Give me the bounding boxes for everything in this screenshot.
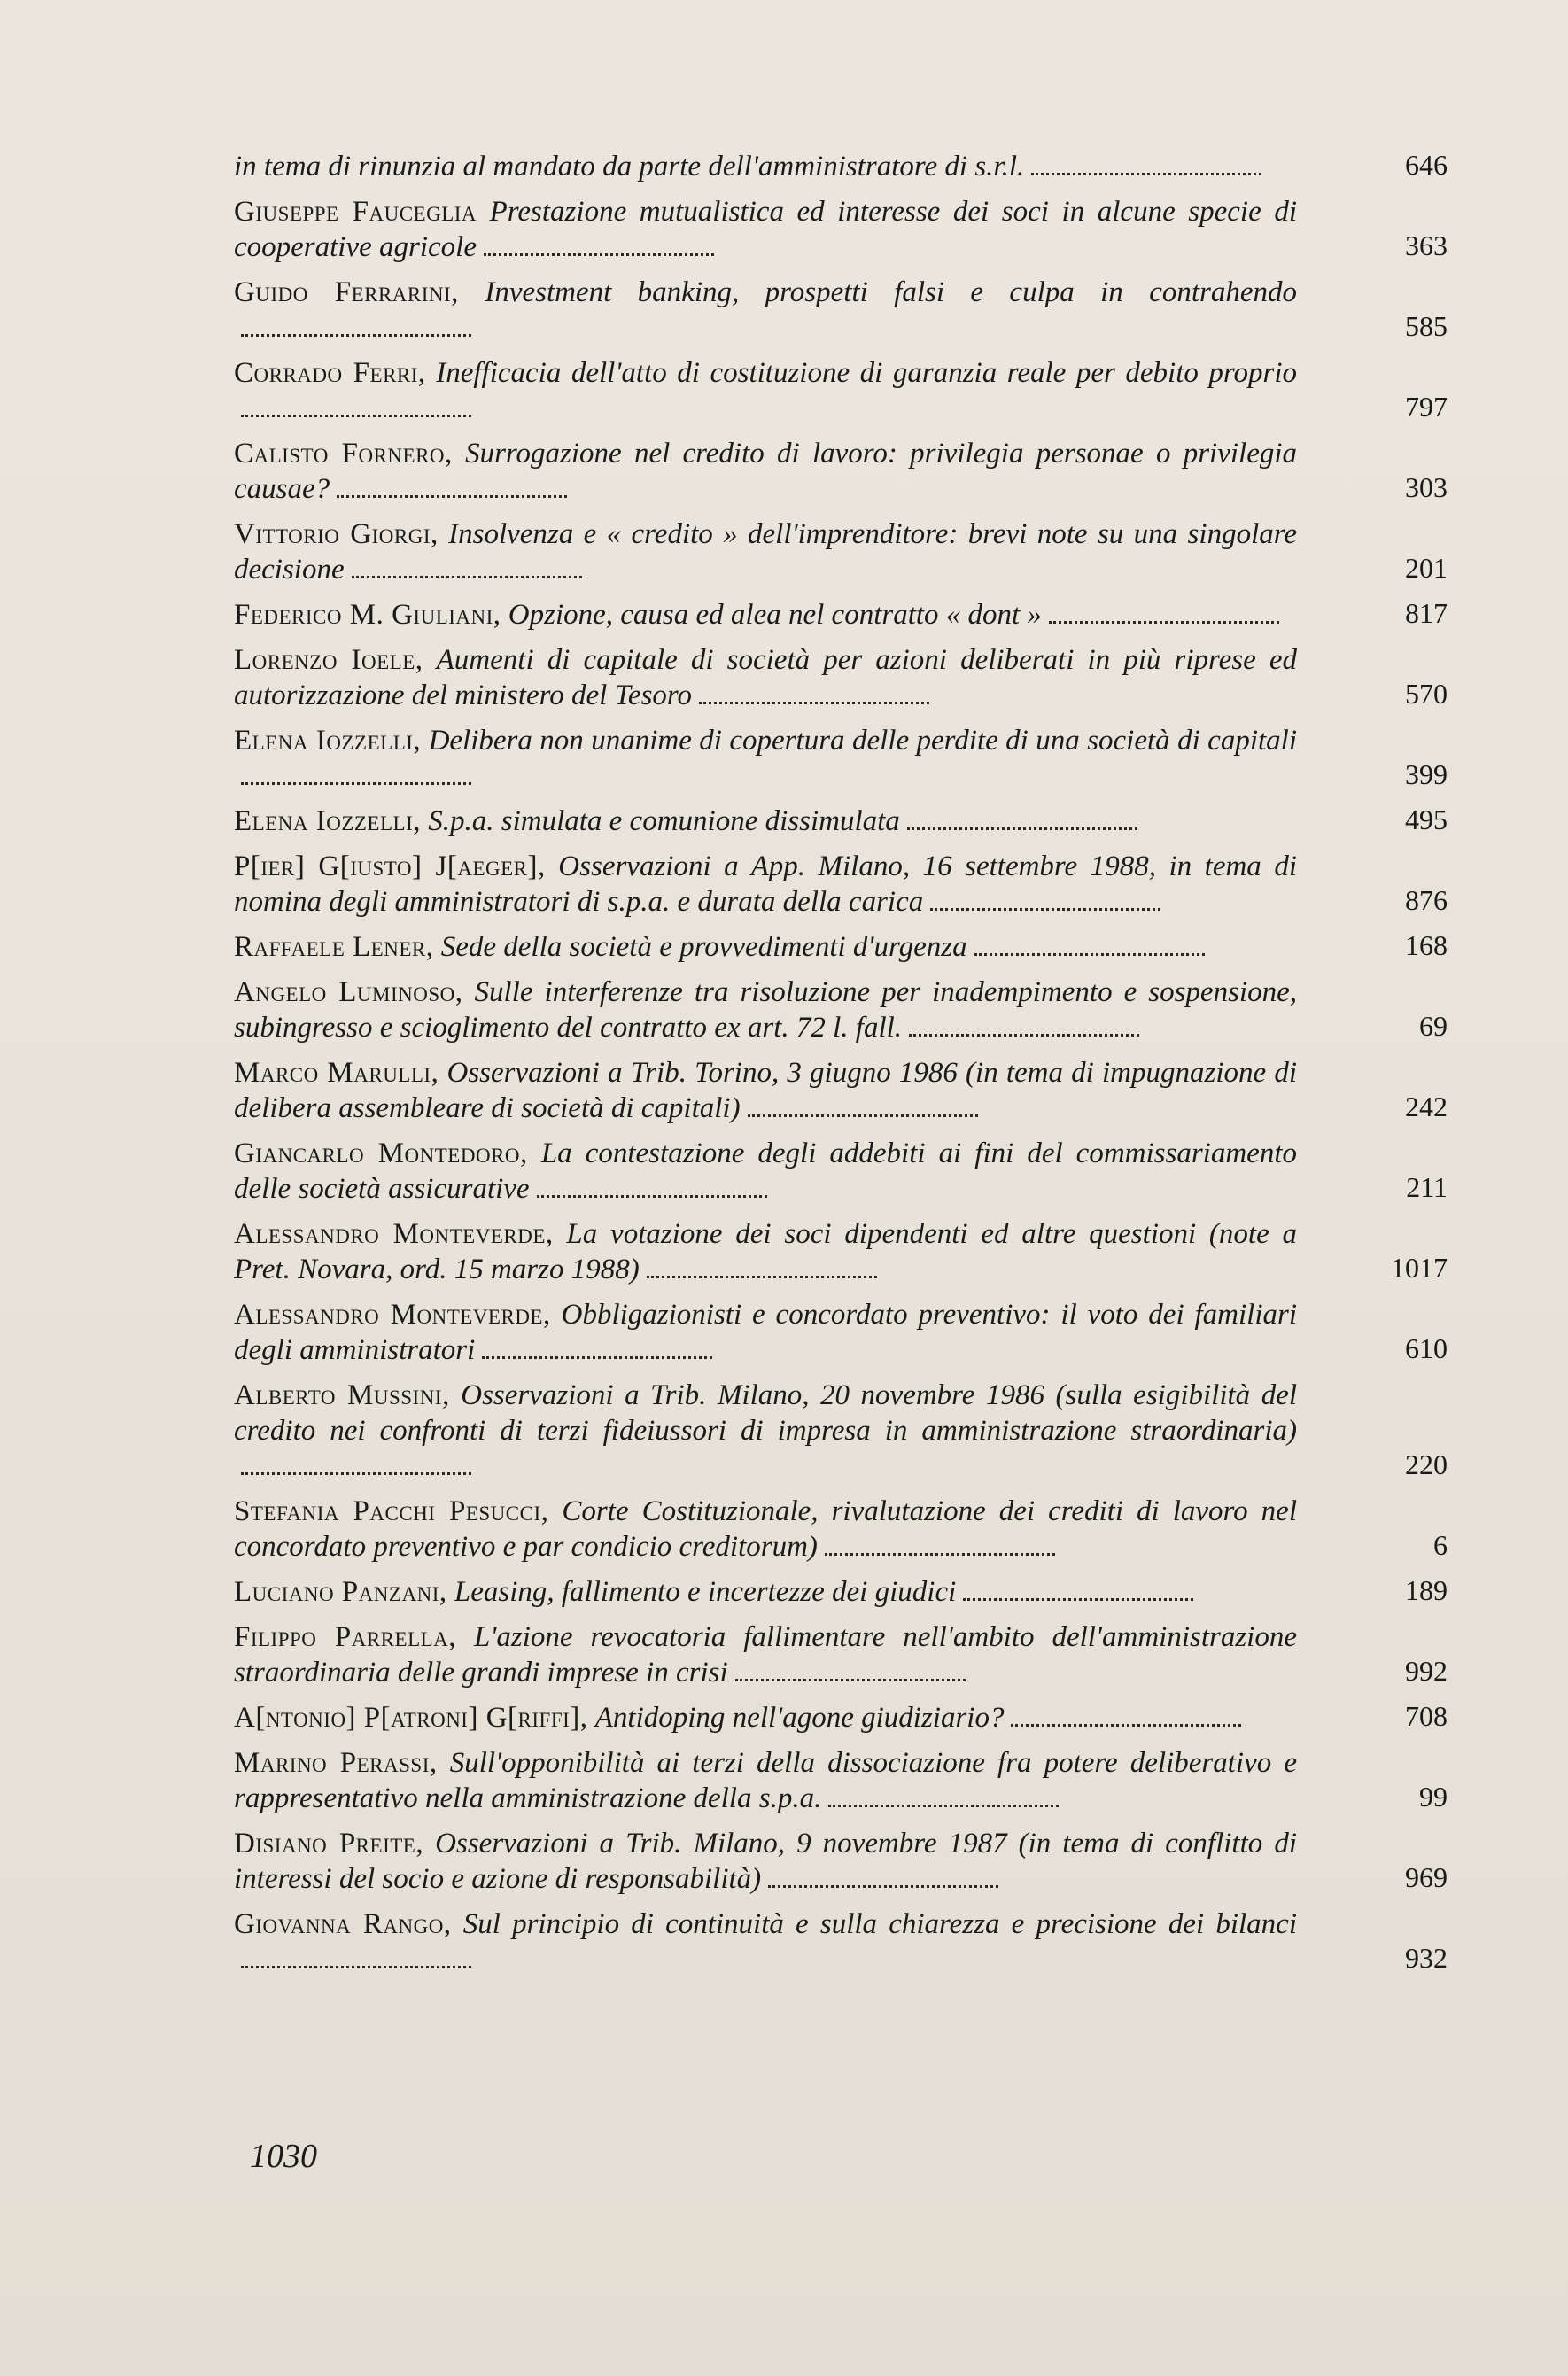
dot-leader (1011, 1710, 1241, 1728)
entry-title: Osservazioni a App. Milano, 16 settembre 1988, in tema di nomina degli amministratori di s.p.a. e durata della carica (234, 850, 1297, 918)
entry-title: La votazione dei soci dipendenti ed altre questioni (note a Pret. Novara, ord. 15 marzo 1988) (234, 1218, 1297, 1285)
entry-author: Calisto Fornero, (234, 438, 453, 470)
entry-title: Corte Costituzionale, rivalutazione dei crediti di lavoro nel concordato preventivo e par condicio creditorum) (234, 1495, 1298, 1563)
index-entry (234, 1494, 1448, 1565)
entry-page: 303 (1405, 471, 1448, 503)
entry-author: Alessandro Monteverde, (234, 1218, 554, 1250)
entry-title: La contestazione degli addebiti ai fini del commissariamento delle società assicurative (234, 1138, 1298, 1205)
index-entry (234, 1055, 1448, 1126)
index-entry (234, 1745, 1448, 1816)
dot-leader (828, 1790, 1059, 1808)
entry-author: Luciano Panzani, (234, 1576, 447, 1608)
entry-title: Inefficacia dell'atto di costituzione di garanzia reale per debito proprio (436, 357, 1298, 389)
index-entry (234, 974, 1448, 1045)
entry-author: Marino Perassi, (234, 1747, 438, 1779)
dot-leader (930, 894, 1160, 912)
page-number: 1030 (250, 2138, 317, 2175)
index-entry (234, 436, 1448, 507)
index-entry (234, 597, 1448, 633)
entry-author: Stefania Pacchi Pesucci, (234, 1495, 549, 1527)
entry-author: Giovanna Rango, (234, 1908, 452, 1940)
index-entry (234, 849, 1448, 920)
entry-author: Alberto Mussini, (234, 1379, 450, 1411)
index-entry (234, 642, 1448, 713)
entry-title: Osservazioni a Trib. Torino, 3 giugno 1986 (in tema di impugnazione di delibera assembleare di società di capitali) (234, 1057, 1298, 1124)
entry-page: 363 (1405, 229, 1448, 261)
dot-leader (974, 939, 1205, 957)
entry-page: 242 (1405, 1091, 1448, 1122)
dot-leader (748, 1100, 978, 1118)
dot-leader (699, 687, 929, 705)
dot-leader (337, 481, 567, 499)
entry-author: Giancarlo Montedoro, (234, 1138, 528, 1169)
entry-page: 992 (1405, 1655, 1448, 1687)
dot-leader (1049, 607, 1279, 625)
entry-title: Osservazioni a Trib. Milano, 9 novembre 1987 (in tema di conflitto di interessi del socio e azione di responsabilità) (234, 1828, 1297, 1895)
index-entry (234, 1136, 1448, 1207)
entry-title: Obbligazionisti e concordato preventivo: il voto dei familiari degli amministratori (234, 1299, 1297, 1366)
dot-leader (963, 1584, 1193, 1602)
index-entry (234, 1619, 1448, 1690)
index-entry (234, 1826, 1448, 1897)
entry-page: 969 (1405, 1861, 1448, 1893)
dot-leader (1031, 159, 1261, 176)
index-entry (234, 1574, 1448, 1610)
entry-author: Alessandro Monteverde, (234, 1299, 551, 1331)
entry-title: in tema di rinunzia al mandato da parte dell'amministratore di s.r.l. (234, 151, 1025, 182)
index-entry (234, 355, 1448, 426)
index-entry (234, 1297, 1448, 1368)
entry-page: 932 (1405, 1942, 1448, 1974)
entry-page: 646 (1405, 149, 1448, 181)
entry-author: Elena Iozzelli, (234, 725, 422, 757)
dot-leader (241, 400, 471, 418)
entry-author: Giuseppe Fauceglia (234, 196, 477, 228)
dot-leader (241, 320, 471, 338)
dot-leader (647, 1262, 877, 1279)
entry-page: 1017 (1391, 1252, 1448, 1284)
entry-title: Antidoping nell'agone giudiziario? (594, 1702, 1005, 1734)
entry-page: 189 (1405, 1574, 1448, 1606)
dot-leader (241, 1458, 471, 1476)
entry-author: Marco Marulli, (234, 1057, 439, 1089)
entry-title: S.p.a. simulata e comunione dissimulata (428, 805, 900, 837)
entry-author: Lorenzo Ioele, (234, 644, 423, 676)
entry-author: Guido Ferrarini, (234, 276, 459, 308)
dot-leader (241, 1952, 471, 1969)
entry-title: Leasing, fallimento e incertezze dei giudici (454, 1576, 957, 1608)
entry-title: Sul principio di continuità e sulla chiarezza e precisione dei bilanci (462, 1908, 1297, 1940)
entry-title: L'azione revocatoria fallimentare nell'ambito dell'amministrazione straordinaria delle grandi imprese in crisi (234, 1621, 1297, 1689)
entry-page: 708 (1405, 1700, 1448, 1732)
entry-author: Angelo Luminoso, (234, 976, 463, 1008)
index-entry (234, 1906, 1448, 1977)
entry-page: 610 (1405, 1332, 1448, 1364)
entry-title: Osservazioni a Trib. Milano, 20 novembre 1986 (sulla esigibilità del credito nei confronti di terzi fideiussori di impresa in amministrazione straordinaria) (234, 1379, 1298, 1447)
entry-page: 168 (1405, 929, 1448, 961)
dot-leader (909, 1020, 1139, 1037)
entry-page: 876 (1405, 884, 1448, 916)
entry-page: 570 (1405, 678, 1448, 710)
entry-page: 6 (1433, 1529, 1448, 1561)
entry-author: Elena Iozzelli, (234, 805, 421, 837)
entry-page: 399 (1405, 758, 1448, 790)
index-entry (234, 804, 1448, 839)
index-entry (234, 1378, 1448, 1484)
dot-leader (907, 813, 1137, 831)
index-entry (234, 1216, 1448, 1287)
entry-title: Insolvenza e « credito » dell'imprenditore: brevi note su una singolare decisione (234, 518, 1297, 586)
entry-title: Sede della società e provvedimenti d'urgenza (440, 931, 967, 963)
entry-author: Filippo Parrella, (234, 1621, 457, 1653)
entry-page: 69 (1419, 1010, 1448, 1042)
entry-title: Sull'opponibilità ai terzi della dissociazione fra potere deliberativo e rappresentativo nella amministrazione della s.p.a. (234, 1747, 1297, 1814)
entry-title: Investment banking, prospetti falsi e culpa in contrahendo (485, 276, 1298, 308)
index-entry (234, 149, 1448, 184)
entry-title: Opzione, causa ed alea nel contratto « dont » (508, 599, 1042, 631)
dot-leader (352, 562, 582, 579)
entry-author: A[ntonio] P[atroni] G[riffi], (234, 1702, 588, 1734)
entry-author: Raffaele Lener, (234, 931, 434, 963)
dot-leader (735, 1665, 966, 1682)
entry-page: 495 (1405, 804, 1448, 835)
dot-leader (768, 1871, 998, 1889)
entry-author: P[ier] G[iusto] J[aeger], (234, 850, 546, 882)
index-entry (234, 275, 1448, 346)
index-entry (234, 194, 1448, 265)
entry-page: 211 (1406, 1171, 1448, 1203)
entry-author: Vittorio Giorgi, (234, 518, 439, 550)
entry-title: Aumenti di capitale di società per azioni deliberati in più riprese ed autorizzazione del ministero del Tesoro (234, 644, 1298, 711)
entry-page: 817 (1405, 597, 1448, 629)
dot-leader (484, 239, 714, 257)
entry-page: 585 (1405, 310, 1448, 342)
entry-page: 220 (1405, 1448, 1448, 1480)
index-entry (234, 1700, 1448, 1735)
entry-page: 797 (1405, 391, 1448, 423)
entry-title: Surrogazione nel credito di lavoro: privilegia personae o privilegia causae? (234, 438, 1298, 505)
entry-title: Sulle interferenze tra risoluzione per inadempimento e sospensione, subingresso e scioglimento del contratto ex art. 72 l. fall. (234, 976, 1297, 1044)
entry-page: 201 (1405, 552, 1448, 584)
index-entry (234, 723, 1448, 794)
entry-author: Federico M. Giuliani, (234, 599, 501, 631)
entry-author: Disiano Preite, (234, 1828, 424, 1860)
dot-leader (537, 1181, 767, 1199)
entry-title: Delibera non unanime di copertura delle perdite di una società di capitali (428, 725, 1297, 757)
dot-leader (825, 1539, 1055, 1557)
entry-page: 99 (1419, 1781, 1448, 1813)
index-entry (234, 516, 1448, 587)
entry-title: Prestazione mutualistica ed interesse dei soci in alcune specie di cooperative agricole (234, 196, 1297, 263)
dot-leader (241, 768, 471, 786)
author-index (234, 149, 1448, 1987)
dot-leader (482, 1342, 712, 1360)
entry-author: Corrado Ferri, (234, 357, 426, 389)
index-entry (234, 929, 1448, 965)
